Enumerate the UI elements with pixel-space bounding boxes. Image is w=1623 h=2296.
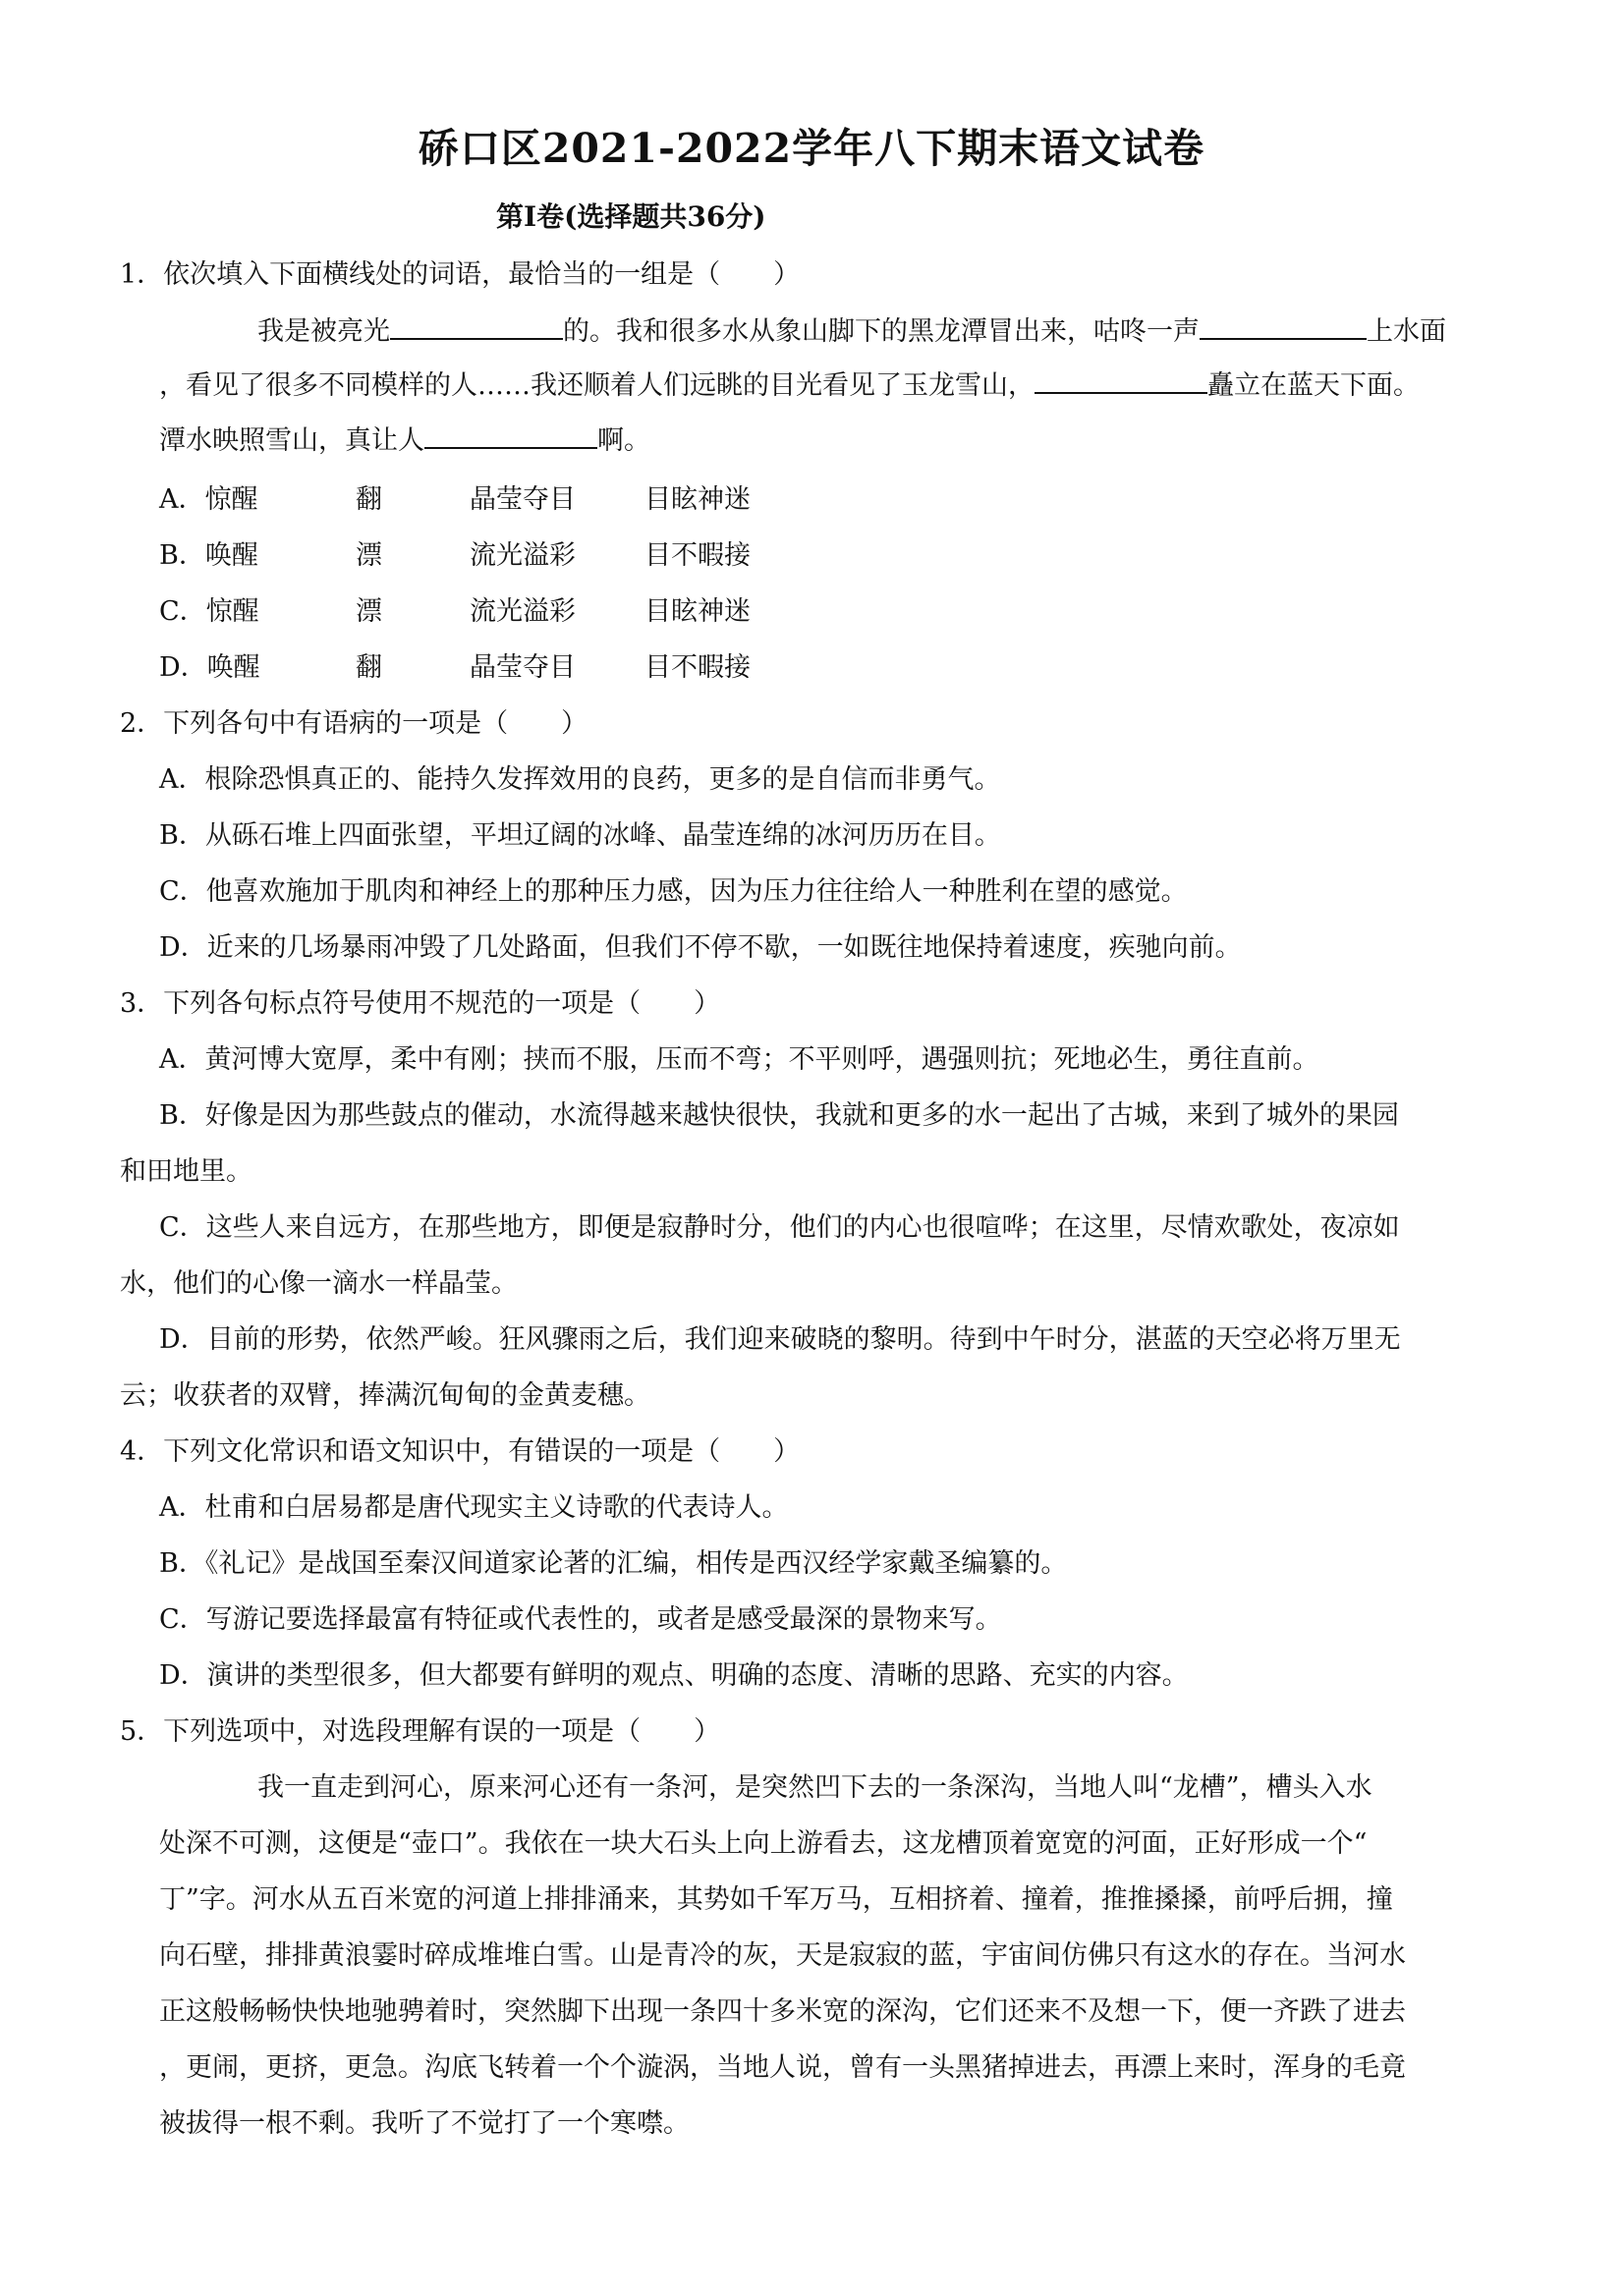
question-4-option-a: A．杜甫和白居易都是唐代现实主义诗歌的代表诗人。 — [159, 1492, 789, 1523]
option-word: 漂 — [356, 540, 382, 571]
question-3-option-d-line-1: D．目前的形势，依然严峻。狂风骤雨之后，我们迎来破晓的黎明。待到中午时分，湛蓝的天空必将万里无 — [159, 1324, 1401, 1355]
question-3-option-c-line-2: 水，他们的心像一滴水一样晶莹。 — [120, 1268, 518, 1299]
question-5-passage-line: ，更闹，更挤，更急。沟底飞转着一个个漩涡，当地人说，曾有一头黑猪掉进去，再漂上来时，浑身的毛竟 — [159, 2052, 1406, 2083]
question-4-option-b: B．《礼记》是战国至秦汉间道家论著的汇编，相传是西汉经学家戴圣编纂的。 — [159, 1548, 1068, 1579]
question-3-option-b-line-1: B．好像是因为那些鼓点的催动，水流得越来越快很快，我就和更多的水一起出了古城，来到了城外的果园 — [159, 1100, 1399, 1131]
question-5-passage-line: 丁”字。河水从五百米宽的河道上排排涌来，其势如千军万马，互相挤着、撞着，推推搡搡，前呼后拥，撞 — [159, 1884, 1393, 1915]
question-4-stem: 4．下列文化常识和语文知识中，有错误的一项是（ ） — [120, 1436, 801, 1467]
question-2-option-c: C．他喜欢施加于肌肉和神经上的那种压力感，因为压力往往给人一种胜利在望的感觉。 — [159, 876, 1188, 907]
question-2-option-b: B．从砾石堆上四面张望，平坦辽阔的冰峰、晶莹连绵的冰河历历在目。 — [159, 820, 1001, 851]
question-2-option-a: A．根除恐惧真正的、能持久发挥效用的良药，更多的是自信而非勇气。 — [159, 764, 1001, 795]
option-word: 晶莹夺目 — [470, 484, 576, 515]
blank-3 — [1035, 366, 1207, 394]
question-5-passage-line: 向石壁，排排黄浪霎时碎成堆堆白雪。山是青冷的灰，天是寂寂的蓝，宇宙间仿佛只有这水的存在。当河水 — [159, 1940, 1406, 1971]
question-1-passage-line-2: ，看见了很多不同模样的人……我还顺着人们远眺的目光看见了玉龙雪山， 矗立在蓝天下面。 — [159, 366, 1420, 404]
option-word: 流光溢彩 — [470, 596, 576, 627]
question-5-passage-line: 我一直走到河心，原来河心还有一条河，是突然凹下去的一条深沟，当地人叫“龙槽”，槽头入水 — [257, 1772, 1372, 1803]
option-word: 晶莹夺目 — [470, 652, 576, 683]
option-word: 流光溢彩 — [470, 540, 576, 571]
option-word: B．唤醒 — [159, 540, 258, 571]
option-word: A．惊醒 — [159, 484, 258, 515]
option-word: 漂 — [356, 596, 382, 627]
option-word: C．惊醒 — [159, 596, 259, 627]
option-word: D．唤醒 — [159, 652, 260, 683]
question-3-option-c-line-1: C．这些人来自远方，在那些地方，即便是寂静时分，他们的内心也很喧哗；在这里，尽情欢歌处，夜凉如 — [159, 1212, 1400, 1243]
question-2-option-d: D．近来的几场暴雨冲毁了几处路面，但我们不停不歇，一如既往地保持着速度，疾驰向前。 — [159, 932, 1242, 963]
blank-4 — [424, 421, 597, 449]
blank-1 — [390, 312, 563, 340]
question-5-passage-line: 处深不可测，这便是“壶口”。我依在一块大石头上向上游看去，这龙槽顶着宽宽的河面，正好形成一个“ — [159, 1828, 1368, 1859]
question-4-option-d: D．演讲的类型很多，但大都要有鲜明的观点、明确的态度、清晰的思路、充实的内容。 — [159, 1660, 1189, 1691]
option-word: 目眩神迷 — [644, 484, 751, 515]
question-4-option-c: C．写游记要选择最富有特征或代表性的，或者是感受最深的景物来写。 — [159, 1604, 1002, 1635]
blank-2 — [1200, 312, 1367, 340]
question-1-passage-line-3: 潭水映照雪山，真让人 啊。 — [159, 421, 650, 459]
question-1-stem: 1．依次填入下面横线处的词语，最恰当的一组是（ ） — [120, 259, 801, 290]
question-2-stem: 2．下列各句中有语病的一项是（ ） — [120, 708, 588, 739]
section-heading: 第Ⅰ卷(选择题共36分) — [496, 200, 766, 233]
question-5-stem: 5．下列选项中，对选段理解有误的一项是（ ） — [120, 1716, 721, 1747]
question-5-passage-line: 被拔得一根不剩。我听了不觉打了一个寒噤。 — [159, 2108, 690, 2139]
option-word: 翻 — [356, 652, 382, 683]
question-1-passage-line-1: 我是被亮光 的。我和很多水从象山脚下的黑龙潭冒出来，咕咚一声 上水面 — [257, 312, 1446, 350]
option-word: 目不暇接 — [644, 540, 751, 571]
question-3-option-b-line-2: 和田地里。 — [120, 1156, 252, 1187]
option-word: 翻 — [356, 484, 382, 515]
option-word: 目不暇接 — [644, 652, 751, 683]
option-word: 目眩神迷 — [644, 596, 751, 627]
question-3-option-a: A．黄河博大宽厚，柔中有刚；挟而不服，压而不弯；不平则呼，遇强则抗；死地必生，勇往直前。 — [159, 1044, 1319, 1075]
question-3-stem: 3．下列各句标点符号使用不规范的一项是（ ） — [120, 988, 721, 1019]
exam-title: 硚口区2021-2022学年八下期末语文试卷 — [418, 125, 1205, 172]
question-3-option-d-line-2: 云；收获者的双臂，捧满沉甸甸的金黄麦穗。 — [120, 1380, 650, 1411]
question-5-passage-line: 正这般畅畅快快地驰骋着时，突然脚下出现一条四十多米宽的深沟，它们还来不及想一下，便一齐跌了进去 — [159, 1996, 1406, 2027]
